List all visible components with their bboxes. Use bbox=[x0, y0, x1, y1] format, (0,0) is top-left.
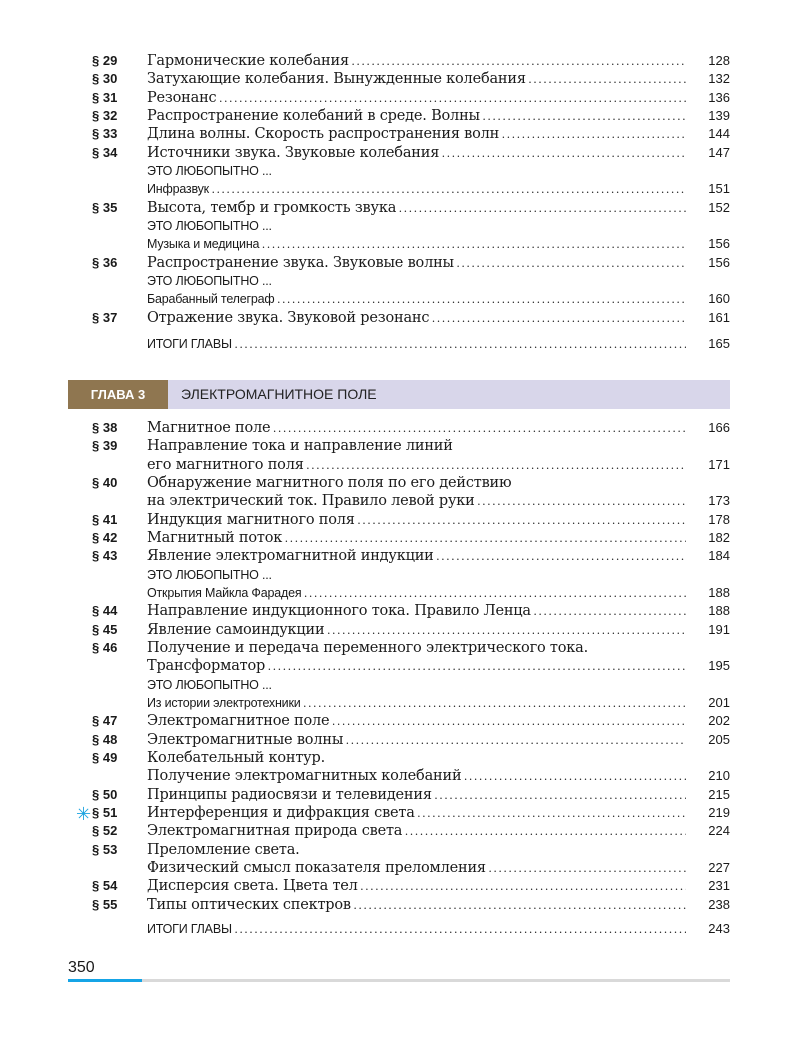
page-ref: 191 bbox=[708, 622, 730, 637]
toc-entry bbox=[0, 767, 794, 785]
toc-entry bbox=[0, 676, 794, 694]
page-ref: 243 bbox=[708, 921, 730, 936]
section-number: § 30 bbox=[92, 71, 118, 86]
section-number: § 35 bbox=[92, 200, 118, 215]
toc-entry bbox=[0, 657, 794, 675]
toc-entry bbox=[0, 841, 794, 859]
page-ref: 156 bbox=[708, 236, 730, 251]
section-number: § 44 bbox=[92, 603, 118, 618]
entry-title: Гармонические колебания . . . bbox=[147, 52, 686, 71]
toc-entry bbox=[0, 52, 794, 70]
section-number: § 40 bbox=[92, 475, 118, 490]
page-ref: 178 bbox=[708, 512, 730, 527]
toc-entry bbox=[0, 217, 794, 235]
entry-title: Музыка и медицина . . . bbox=[147, 235, 686, 254]
section-number: § 34 bbox=[92, 145, 118, 160]
section-number: § 45 bbox=[92, 622, 118, 637]
entry-title: Принципы радиосвязи и телевидения . . . bbox=[147, 786, 686, 805]
page-number: 350 bbox=[68, 959, 95, 976]
toc-entry bbox=[0, 107, 794, 125]
entry-title: Трансформатор . . . bbox=[147, 657, 686, 676]
toc-entry bbox=[0, 235, 794, 253]
section-number: § 36 bbox=[92, 255, 118, 270]
section-number: § 49 bbox=[92, 750, 118, 765]
toc-entry bbox=[0, 786, 794, 804]
entry-title: Обнаружение магнитного поля по его действию bbox=[147, 475, 512, 491]
page-ref: 238 bbox=[708, 897, 730, 912]
entry-title: Явление электромагнитной индукции . . . bbox=[147, 547, 686, 566]
section-number: § 31 bbox=[92, 90, 118, 105]
entry-title: Резонанс . . . bbox=[147, 89, 686, 108]
entry-title: Распространение колебаний в среде. Волны . . . bbox=[147, 107, 686, 126]
entry-title: Получение и передача переменного электрического тока. bbox=[147, 640, 588, 656]
toc-entry bbox=[0, 511, 794, 529]
section-number: § 54 bbox=[92, 878, 118, 893]
page-ref: 205 bbox=[708, 732, 730, 747]
entry-title: Распространение звука. Звуковые волны . . . bbox=[147, 254, 686, 273]
entry-title: Направление тока и направление линий bbox=[147, 438, 453, 454]
entry-title: Из истории электротехники . . . bbox=[147, 694, 686, 713]
entry-title: ЭТО ЛЮБОПЫТНО ... bbox=[147, 274, 272, 288]
footer-accent bbox=[68, 979, 142, 982]
entry-title: Явление самоиндукции . . . bbox=[147, 621, 686, 640]
entry-title: Барабанный телеграф . . . bbox=[147, 290, 686, 309]
toc-entry bbox=[0, 804, 794, 825]
section-number: § 55 bbox=[92, 897, 118, 912]
page-ref: 165 bbox=[708, 336, 730, 351]
entry-title: Инфразвук . . . bbox=[147, 180, 686, 199]
toc-entry bbox=[0, 144, 794, 162]
page-ref: 215 bbox=[708, 787, 730, 802]
toc-entry bbox=[0, 712, 794, 730]
toc-entry bbox=[0, 639, 794, 657]
entry-title: Интерференция и дифракция света . . . bbox=[147, 804, 686, 823]
page-ref: 227 bbox=[708, 860, 730, 875]
entry-title: Отражение звука. Звуковой резонанс . . . bbox=[147, 309, 686, 328]
entry-title: на электрический ток. Правило левой руки . . . bbox=[147, 492, 686, 511]
entry-title: ИТОГИ ГЛАВЫ . . . bbox=[147, 920, 686, 939]
toc-entry bbox=[0, 547, 794, 565]
toc-entry bbox=[0, 877, 794, 895]
page-ref: 224 bbox=[708, 823, 730, 838]
entry-title: Электромагнитные волны . . . bbox=[147, 731, 686, 750]
toc-entry bbox=[0, 602, 794, 620]
chapter-header bbox=[68, 380, 730, 409]
page-ref: 231 bbox=[708, 878, 730, 893]
toc-entry bbox=[0, 199, 794, 217]
toc-entry bbox=[0, 731, 794, 749]
entry-title: Открытия Майкла Фарадея . . . bbox=[147, 584, 686, 603]
toc-entry bbox=[0, 419, 794, 437]
toc-entry bbox=[0, 254, 794, 272]
toc-entry bbox=[0, 694, 794, 712]
entry-title: ИТОГИ ГЛАВЫ . . . bbox=[147, 335, 686, 354]
page-ref: 147 bbox=[708, 145, 730, 160]
section-number: § 42 bbox=[92, 530, 118, 545]
chapter-title: ЭЛЕКТРОМАГНИТНОЕ ПОЛЕ bbox=[181, 386, 377, 402]
entry-title: Дисперсия света. Цвета тел . . . bbox=[147, 877, 686, 896]
toc-entry bbox=[0, 749, 794, 767]
page-ref: 182 bbox=[708, 530, 730, 545]
section-number: § 43 bbox=[92, 548, 118, 563]
entry-title: ЭТО ЛЮБОПЫТНО ... bbox=[147, 164, 272, 178]
page-ref: 151 bbox=[708, 181, 730, 196]
entry-title: ЭТО ЛЮБОПЫТНО ... bbox=[147, 219, 272, 233]
entry-title: Индукция магнитного поля . . . bbox=[147, 511, 686, 530]
page-ref: 184 bbox=[708, 548, 730, 563]
page-ref: 132 bbox=[708, 71, 730, 86]
toc-entry bbox=[0, 89, 794, 107]
entry-title: Источники звука. Звуковые колебания . . . bbox=[147, 144, 686, 163]
page-ref: 144 bbox=[708, 126, 730, 141]
page-ref: 139 bbox=[708, 108, 730, 123]
footer-rule bbox=[68, 979, 730, 982]
entry-title: Длина волны. Скорость распространения волн . . . bbox=[147, 125, 686, 144]
entry-title: Затухающие колебания. Вынужденные колебания . . . bbox=[147, 70, 686, 89]
page-ref: 152 bbox=[708, 200, 730, 215]
entry-title: Электромагнитное поле . . . bbox=[147, 712, 686, 731]
entry-title: Магнитный поток . . . bbox=[147, 529, 686, 548]
section-number: § 41 bbox=[92, 512, 118, 527]
toc-entry bbox=[0, 474, 794, 492]
toc-entry bbox=[0, 896, 794, 914]
entry-title: Получение электромагнитных колебаний . . . bbox=[147, 767, 686, 786]
toc-entry bbox=[0, 920, 794, 938]
entry-title: Типы оптических спектров . . . bbox=[147, 896, 686, 915]
toc-entry bbox=[0, 492, 794, 510]
page-ref: 171 bbox=[708, 457, 730, 472]
toc-entry bbox=[0, 529, 794, 547]
section-number: § 47 bbox=[92, 713, 118, 728]
entry-title: Физический смысл показателя преломления . . . bbox=[147, 859, 686, 878]
toc-entry bbox=[0, 70, 794, 88]
chapter-tag: ГЛАВА 3 bbox=[68, 380, 168, 409]
toc-entry bbox=[0, 456, 794, 474]
toc-entry bbox=[0, 290, 794, 308]
entry-title: Колебательный контур. bbox=[147, 750, 326, 766]
toc-entry bbox=[0, 566, 794, 584]
toc-entry bbox=[0, 822, 794, 840]
page-ref: 188 bbox=[708, 585, 730, 600]
page-ref: 173 bbox=[708, 493, 730, 508]
section-number: § 39 bbox=[92, 438, 118, 453]
page-ref: 128 bbox=[708, 53, 730, 68]
section-number: § 32 bbox=[92, 108, 118, 123]
section-number: § 53 bbox=[92, 842, 118, 857]
toc-entry bbox=[0, 180, 794, 198]
page-ref: 161 bbox=[708, 310, 730, 325]
entry-title: ЭТО ЛЮБОПЫТНО ... bbox=[147, 678, 272, 692]
toc-entry bbox=[0, 335, 794, 353]
toc-entry bbox=[0, 272, 794, 290]
entry-title: Электромагнитная природа света . . . bbox=[147, 822, 686, 841]
section-number: § 37 bbox=[92, 310, 118, 325]
toc-entry bbox=[0, 309, 794, 327]
entry-title: Высота, тембр и громкость звука . . . bbox=[147, 199, 686, 218]
section-number: § 33 bbox=[92, 126, 118, 141]
page-ref: 219 bbox=[708, 805, 730, 820]
section-number: § 52 bbox=[92, 823, 118, 838]
entry-title: ЭТО ЛЮБОПЫТНО ... bbox=[147, 568, 272, 582]
page-ref: 210 bbox=[708, 768, 730, 783]
page-ref: 188 bbox=[708, 603, 730, 618]
toc-entry bbox=[0, 125, 794, 143]
page-ref: 201 bbox=[708, 695, 730, 710]
page-ref: 136 bbox=[708, 90, 730, 105]
toc-entry bbox=[0, 621, 794, 639]
page-ref: 156 bbox=[708, 255, 730, 270]
section-number: § 46 bbox=[92, 640, 118, 655]
section-number: § 48 bbox=[92, 732, 118, 747]
page-ref: 160 bbox=[708, 291, 730, 306]
page-ref: 202 bbox=[708, 713, 730, 728]
entry-title: Магнитное поле . . . bbox=[147, 419, 686, 438]
toc-entry bbox=[0, 437, 794, 455]
entry-title: его магнитного поля . . . bbox=[147, 456, 686, 475]
toc-entry bbox=[0, 859, 794, 877]
entry-title: Преломление света. bbox=[147, 842, 300, 858]
section-number: § 50 bbox=[92, 787, 118, 802]
section-number: § 51 bbox=[92, 805, 118, 820]
toc-entry bbox=[0, 162, 794, 180]
section-number: § 29 bbox=[92, 53, 118, 68]
asterisk-marker-icon: ✳ bbox=[76, 804, 92, 825]
page-ref: 166 bbox=[708, 420, 730, 435]
entry-title: Направление индукционного тока. Правило Ленца . . . bbox=[147, 602, 686, 621]
page-ref: 195 bbox=[708, 658, 730, 673]
toc-entry bbox=[0, 584, 794, 602]
section-number: § 38 bbox=[92, 420, 118, 435]
